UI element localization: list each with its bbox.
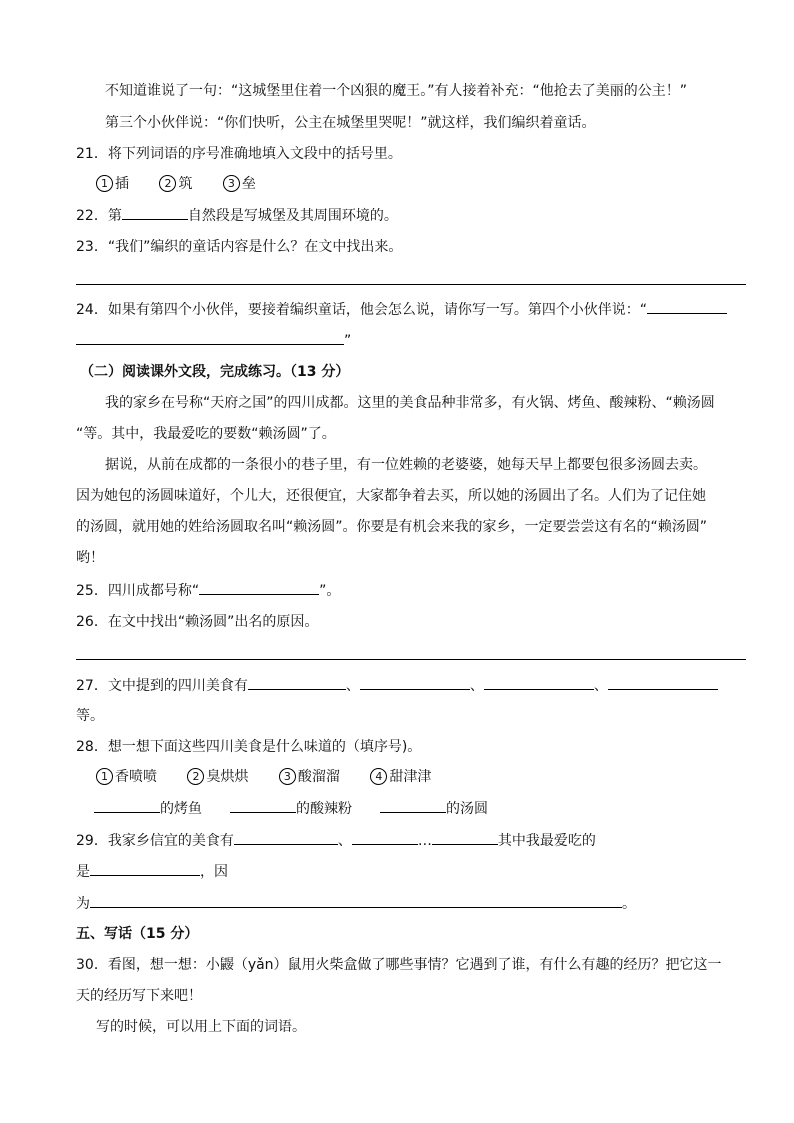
q22 <box>76 205 398 226</box>
option-number: 3 <box>279 768 296 785</box>
q27-prefix: 27．文中提到的四川美食有 <box>76 678 248 694</box>
q30-line: 写的时候，可以用上下面的词语。 <box>96 1019 306 1035</box>
passage1-line: 第三个小伙伴说：“你们快听，公主在城堡里哭呢！”就这样，我们编织着童话。 <box>105 115 596 131</box>
answer-blank[interactable] <box>360 675 470 690</box>
q25-suffix: ”。 <box>319 583 341 599</box>
q21-stem: 21．将下列词语的序号准确地填入文段中的括号里。 <box>76 146 402 162</box>
q29-line3-prefix: 为 <box>76 896 90 912</box>
passage2-line: 据说，从前在成都的一条很小的巷子里，有一位姓赖的老婆婆，她每天早上都要包很多汤圆去卖。 <box>105 457 707 473</box>
option <box>159 174 192 194</box>
q25 <box>76 580 340 601</box>
q29 <box>76 830 596 851</box>
answer-blank[interactable] <box>647 299 727 314</box>
passage2-line: 因为她包的汤圆味道好，个儿大，还很便宜，大家都争着去买，所以她的汤圆出了名。人们为了记住她 <box>76 488 706 504</box>
answer-blank[interactable] <box>380 798 446 813</box>
option-number: 1 <box>96 768 113 785</box>
section-heading: （二）阅读课外文段，完成练习。（13 分） <box>80 364 350 380</box>
answer-blank[interactable] <box>76 330 344 345</box>
option-text: 插 <box>115 176 129 192</box>
passage2-line: “等。其中，我最爱吃的要数“赖汤圆”了。 <box>76 426 336 442</box>
answer-blank[interactable] <box>484 675 594 690</box>
q22-prefix: 22．第 <box>76 208 122 224</box>
q29-line3-end: 。 <box>622 896 636 912</box>
q21-options <box>96 174 282 194</box>
option <box>279 767 340 787</box>
q27 <box>76 675 718 696</box>
option-text: 酸溜溜 <box>297 769 340 785</box>
q24-end: ” <box>344 333 352 349</box>
q26-stem: 26．在文中找出“赖汤圆”出名的原因。 <box>76 614 319 630</box>
answer-blank[interactable] <box>352 830 418 845</box>
answer-blank[interactable] <box>94 798 160 813</box>
answer-blank[interactable] <box>122 205 188 220</box>
separator: 、 <box>337 833 352 849</box>
passage2-line: 哟！ <box>76 550 104 566</box>
answer-blank[interactable] <box>248 675 346 690</box>
q29-mid: 其中我最爱吃的 <box>497 833 596 849</box>
option-number: 2 <box>159 175 176 192</box>
option-text: 垒 <box>241 176 256 192</box>
fill-label: 的汤圆 <box>446 801 488 817</box>
option <box>223 174 256 194</box>
q29-line2-prefix: 是 <box>76 864 90 880</box>
option-number: 1 <box>96 175 113 192</box>
passage1-line: 不知道谁说了一句：“这城堡里住着一个凶狠的魔王。”有人接着补充：“他抢去了美丽的公主！” <box>105 83 688 99</box>
q24-stem: 24．如果有第四个小伙伴，要接着编织童话，他会怎么说，请你写一写。第四个小伙伴说：“ <box>76 302 648 318</box>
q23-stem: 23．“我们”编织的童话内容是什么？在文中找出来。 <box>76 239 403 255</box>
q24-line2 <box>76 330 351 351</box>
option-text: 筑 <box>178 176 193 192</box>
q25-prefix: 25．四川成都号称“ <box>76 583 200 599</box>
q29-line3 <box>76 893 636 914</box>
q27-end: 等。 <box>76 708 104 724</box>
answer-line[interactable] <box>76 284 746 285</box>
q28-fill <box>94 798 488 819</box>
option-number: 3 <box>223 175 240 192</box>
fill-label: 的烤鱼 <box>160 801 202 817</box>
q29-prefix: 29．我家乡信宜的美食有 <box>76 833 234 849</box>
separator: 、 <box>345 678 360 694</box>
option <box>370 767 431 787</box>
q28-stem: 28．想一想下面这些四川美食是什么味道的（填序号)。 <box>76 739 422 755</box>
answer-blank[interactable] <box>230 798 296 813</box>
q22-suffix: 自然段是写城堡及其周围环境的。 <box>187 208 398 224</box>
fill-label: 的酸辣粉 <box>296 801 352 817</box>
answer-line[interactable] <box>76 659 746 660</box>
option-number: 4 <box>370 768 387 785</box>
answer-blank[interactable] <box>90 861 200 876</box>
answer-blank[interactable] <box>608 675 718 690</box>
q28-options <box>96 767 457 787</box>
q29-line2-suffix: ，因 <box>200 864 228 880</box>
answer-blank[interactable] <box>199 580 319 595</box>
q30-line: 天的经历写下来吧！ <box>76 988 202 1004</box>
option <box>187 767 248 787</box>
q30-line: 30．看图，想一想：小鼹（yǎn）鼠用火柴盒做了哪些事情？它遇到了谁，有什么有趣的经历？把它这一 <box>76 957 722 973</box>
q29-line2 <box>76 861 228 882</box>
answer-blank[interactable] <box>90 893 622 908</box>
q24 <box>76 299 727 320</box>
answer-blank[interactable] <box>432 830 498 845</box>
ellipsis: … <box>417 833 432 849</box>
option-text: 臭烘烘 <box>206 769 249 785</box>
option-text: 甜津津 <box>389 769 432 785</box>
section-heading: 五、写话（15 分） <box>76 926 199 942</box>
separator: 、 <box>469 678 484 694</box>
option <box>96 174 129 194</box>
answer-blank[interactable] <box>234 830 338 845</box>
option-text: 香喷喷 <box>115 769 157 785</box>
passage2-line: 的汤圆，就用她的姓给汤圆取名叫“赖汤圆”。你要是有机会来我的家乡，一定要尝尝这有名的“赖汤圆” <box>76 519 708 535</box>
passage2-line: 我的家乡在号称“天府之国”的四川成都。这里的美食品种非常多，有火锅、烤鱼、酸辣粉、“赖汤圆 <box>105 395 715 411</box>
option <box>96 767 157 787</box>
separator: 、 <box>593 678 608 694</box>
option-number: 2 <box>187 768 204 785</box>
